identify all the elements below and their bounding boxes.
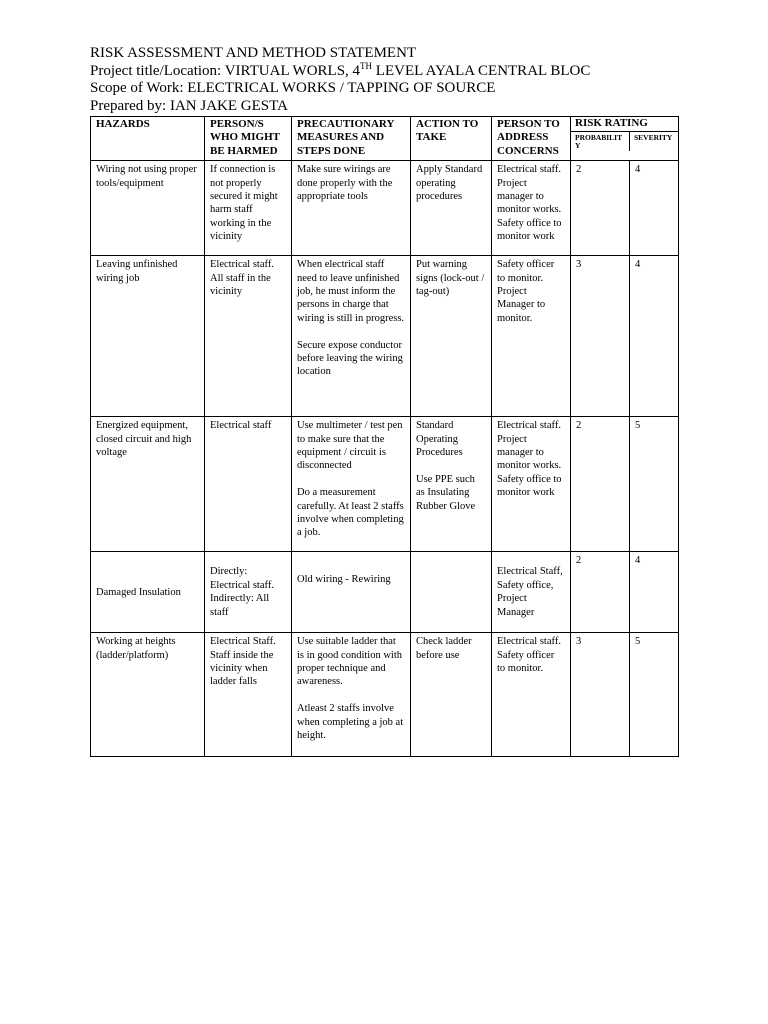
severity-cell: 5 [630,633,679,757]
precaution-cell: Use suitable ladder that is in good condition with proper technique and awareness. Atleast 2 staffs involve when completing a job at height. [292,633,411,757]
project-title-rest: LEVEL AYALA CENTRAL BLOC [372,62,591,79]
severity-cell: 5 [630,417,679,552]
hazard-cell: Wiring not using proper tools/equipment [91,161,205,256]
persons-cell: Electrical staff [205,417,292,552]
address-cell: Electrical staff. Project manager to monitor works. Safety office to monitor work [492,161,571,256]
action-cell [411,552,492,633]
severity-cell: 4 [630,256,679,417]
header-hazards: HAZARDS [91,117,205,161]
persons-cell: Directly: Electrical staff. Indirectly: All staff [205,552,292,633]
precaution-cell: When electrical staff need to leave unfinished job, he must inform the persons in charge that wiring is still in progress. Secure expose conductor before leaving the wiring location [292,256,411,417]
address-cell: Electrical staff. Safety officer to monitor. [492,633,571,757]
prepared-by: Prepared by: IAN JAKE GESTA [90,97,288,114]
action-cell: Put warning signs (lock-out / tag-out) [411,256,492,417]
precaution-cell: Old wiring - Rewiring [292,552,411,633]
table-row [91,633,679,757]
header-probability: PROBABILITY [571,132,630,151]
address-cell: Electrical Staff, Safety office, Project Manager [492,552,571,633]
document-title: RISK ASSESSMENT AND METHOD STATEMENT [90,45,417,61]
hazard-cell: Working at heights (ladder/platform) [91,633,205,757]
header-precautionary-measures: PRECAUTIONARY MEASURES AND STEPS DONE [292,117,411,161]
precaution-cell: Make sure wirings are done properly with the appropriate tools [292,161,411,256]
table-row [91,161,679,256]
table-row [91,256,679,417]
risk-rating-title: RISK RATING [575,117,648,129]
table-row [91,552,679,633]
severity-cell: 4 [630,552,679,633]
document-header [90,45,590,115]
project-title-text: Project title/Location: VIRTUAL WORLS, 4 [90,62,361,79]
probability-cell: 3 [571,633,630,757]
address-cell: Safety officer to monitor. Project Manager to monitor. [492,256,571,417]
address-cell: Electrical staff. Project manager to monitor works. Safety office to monitor work [492,417,571,552]
probability-cell: 2 [571,161,630,256]
risk-rating-subheaders [571,131,678,151]
probability-cell: 2 [571,552,630,633]
action-cell: Apply Standard operating procedures [411,161,492,256]
hazard-cell: Leaving unfinished wiring job [91,256,205,417]
table-row [91,417,679,552]
risk-assessment-table [90,116,679,757]
persons-cell: If connection is not properly secured it might harm staff working in the vicinity [205,161,292,256]
project-title-line [90,60,591,81]
header-person-to-address: PERSON TO ADDRESS CONCERNS [492,117,571,161]
header-severity: SEVERITY [634,133,673,142]
scope-of-work: Scope of Work: ELECTRICAL WORKS / TAPPING OF SOURCE [90,80,496,96]
precaution-cell: Use multimeter / test pen to make sure that the equipment / circuit is disconnected Do a measurement carefully. At least 2 staffs involve when completing a job. [292,417,411,552]
persons-cell: Electrical staff. All staff in the vicinity [205,256,292,417]
header-risk-rating [571,117,679,161]
project-title-superscript: TH [360,60,373,71]
table-header-row [91,117,679,161]
severity-cell: 4 [630,161,679,256]
action-cell: Check ladder before use [411,633,492,757]
probability-cell: 2 [571,417,630,552]
header-persons-harmed: PERSON/S WHO MIGHT BE HARMED [205,117,292,161]
action-cell: Standard Operating Procedures Use PPE such as Insulating Rubber Glove [411,417,492,552]
hazard-cell: Damaged Insulation [91,552,205,633]
probability-cell: 3 [571,256,630,417]
persons-cell: Electrical Staff. Staff inside the vicinity when ladder falls [205,633,292,757]
header-action-to-take: ACTION TO TAKE [411,117,492,161]
hazard-cell: Energized equipment, closed circuit and high voltage [91,417,205,552]
